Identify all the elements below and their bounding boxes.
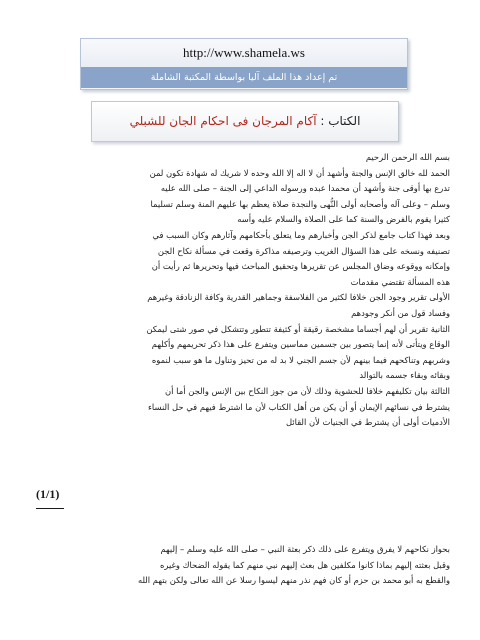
body-line: كثيرا يقوم بالفرض والسنة كما على الصلاة والسلام عليه وأسه — [237, 214, 450, 225]
body-text-continued — [36, 542, 450, 589]
body-line: وقبل بعثته إليهم بماذا كانوا مكلفين هل بعث إليهم نبي منهم كما يقوله الضحاك وغيره — [159, 559, 450, 570]
page-separator: ——— — [36, 503, 63, 514]
body-line: تصنيفه ونسخه على هذا السؤال الغريب وترصيفه مذاكرة وقعت في مسألة نكاح الجن — [157, 245, 450, 256]
body-line: تدرع بها أوقى جنة وأشهد أن محمدا عبده ورسوله الداعي إلى الجنة – صلى الله عليه — [160, 183, 450, 194]
body-line: الوقاع ويتأتى لأنه إنما يتصور بين جسمين مماسين ويتفرع على هذا ذكر تحريمهم وأكلهم — [151, 339, 450, 350]
body-line: الأولى تقرير وجود الجن خلافا لكثير من الفلاسفة وجماهير القدرية وكافة الزنادقة وغيرهم — [147, 292, 450, 303]
body-line: بحواز نكاحهم لا يفرق ويتفرع على ذلك ذكر بعثة النبي – صلى الله عليه وسلم – إليهم — [160, 544, 450, 554]
body-line: وشربهم وتناكحهم فيما بينهم لأن جسم الجني لا بد له من تحيز وتناول ما هو سبب لنموه — [151, 354, 450, 365]
body-line: وبقائه وبقاء جسمه بالتوالد — [359, 370, 450, 381]
body-line: الثانية تقرير أن لهم أجساما مشخصة رقيقة أو كثيفة تتطور وتتشكل في صور شتى ليمكن — [146, 323, 450, 334]
book-title: آكام المرجان فى احكام الجان للشبلي — [129, 114, 317, 128]
body-line: الحمد لله خالق الإنس والجنة وأشهد أن لا اله إلا الله وحده لا شريك له شهادة تكون لمن — [149, 167, 450, 178]
body-line: وإمكانه ووقوعه وضاق المجلس عن تقريرها وتحقيق المباحث فيها وتحريرها ثم رأيت أن — [151, 261, 450, 272]
body-line: الأدميات أولى أن يشترط في الجنيات لأن القائل — [285, 417, 450, 428]
site-url[interactable]: http://www.shamela.ws — [81, 39, 407, 67]
body-line: الثالثة بيان تكليفهم خلافا للحشوية وذلك لأن من جوز النكاح بين الإنس والجن أما أن — [165, 385, 450, 396]
page-number: (1/1) — [36, 487, 60, 501]
header-box — [80, 38, 408, 90]
body-line: بسم الله الرحمن الرحيم — [365, 152, 450, 162]
header-subtitle: تم إعداد هذا الملف آليا بواسطة المكتبة الشاملة — [81, 67, 407, 88]
body-line: وفساد قول من أنكر وجودهم — [351, 307, 450, 318]
body-line: هذه المسألة تقتضي مقدمات — [350, 276, 450, 287]
body-line: وسلم – وعلى آله وأصحابه أولى النُّهى والنجدة صلاة يعظم بها عليهم المنة وسلم تسليما — [150, 198, 450, 209]
book-label: الكتاب : — [320, 114, 361, 128]
body-line: يشترط في نسائهم الإيمان أو أن يكن من أهل الكتاب لأن ما اشترط فيهم في حل النساء — [147, 401, 450, 412]
body-line: والقطع به أبو محمد بن حزم أو كان فهم نذر منهم ليسوا رسلا عن الله تعالى ولكن بتهم الله — [137, 575, 450, 586]
body-line: وبعد فهذا كتاب جامع لذكر الجن وأخبارهم وما يتعلق بأحكامهم وآثارهم وكان السبب في — [152, 229, 450, 240]
book-title-box — [91, 101, 399, 142]
body-text — [36, 150, 450, 431]
